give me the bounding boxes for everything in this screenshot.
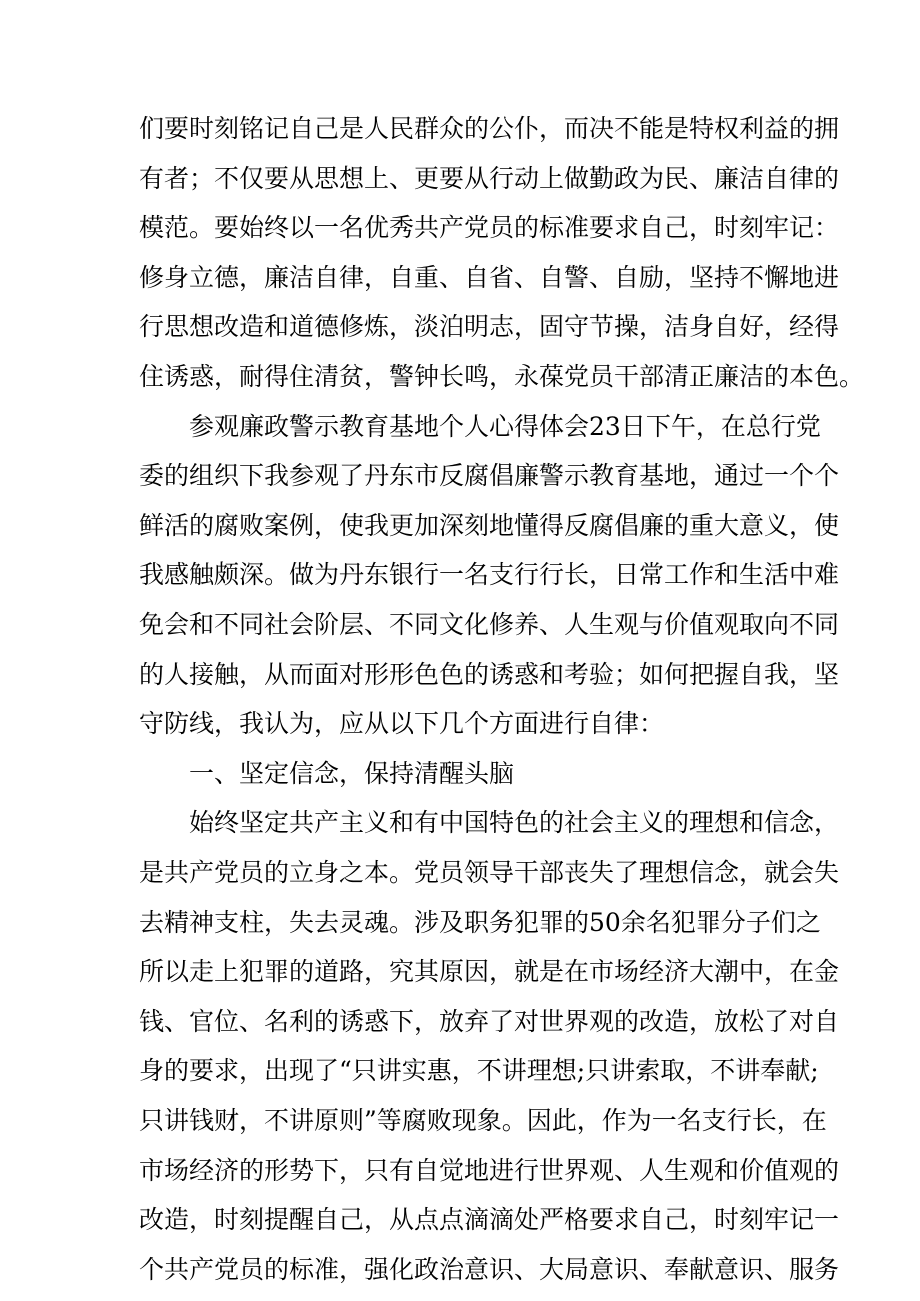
text-line: 们要时刻铭记自己是人民群众的公仆，而决不能是特权利益的拥: [139, 114, 840, 143]
text-line: 我感触颇深。做为丹东银行一名支行行长，日常工作和生活中难: [139, 560, 840, 589]
text-line: 守防线，我认为，应从以下几个方面进行自律：: [139, 709, 665, 738]
text-line: 所以走上犯罪的道路，究其原因，就是在市场经济大潮中，在金: [139, 957, 840, 986]
text-line: 只讲钱财，不讲原则”等腐败现象。因此，作为一名支行长，在: [139, 1106, 827, 1135]
text-line: 始终坚定共产主义和有中国特色的社会主义的理想和信念，: [189, 808, 840, 837]
text-line: 去精神支柱，失去灵魂。涉及职务犯罪的50余名犯罪分子们之: [139, 908, 821, 937]
text-line: 委的组织下我参观了丹东市反腐倡廉警示教育基地，通过一个个: [139, 461, 840, 490]
text-line: 参观廉政警示教育基地个人心得体会23日下午，在总行党: [189, 412, 821, 441]
text-line: 修身立德，廉洁自律，自重、自省、自警、自励，坚持不懈地进: [139, 263, 840, 292]
text-line: 的人接触，从而面对形形色色的诱惑和考验；如何把握自我，坚: [139, 660, 840, 689]
text-line: 改造，时刻提醒自己，从点点滴滴处严格要求自己，时刻牢记一: [139, 1205, 840, 1234]
text-line: 个共产党员的标准，强化政治意识、大局意识、奉献意识、服务: [139, 1255, 840, 1284]
text-line: 身的要求，出现了“只讲实惠，不讲理想;只讲索取，不讲奉献;: [139, 1056, 819, 1085]
text-line: 是共产党员的立身之本。党员领导干部丧失了理想信念，就会失: [139, 858, 840, 887]
text-line: 有者；不仅要从思想上、更要从行动上做勤政为民、廉洁自律的: [139, 164, 840, 193]
text-line: 市场经济的形势下，只有自觉地进行世界观、人生观和价值观的: [139, 1156, 840, 1185]
text-line: 免会和不同社会阶层、不同文化修养、人生观与价值观取向不同: [139, 610, 840, 639]
section-heading: 一、坚定信念，保持清醒头脑: [189, 759, 515, 788]
text-line: 模范。要始终以一名优秀共产党员的标准要求自己，时刻牢记：: [139, 213, 840, 242]
text-line: 行思想改造和道德修炼，淡泊明志，固守节操，洁身自好，经得: [139, 312, 840, 341]
text-line: 住诱惑，耐得住清贫，警钟长鸣，永葆党员干部清正廉洁的本色。: [139, 362, 865, 391]
text-line: 鲜活的腐败案例，使我更加深刻地懂得反腐倡廉的重大意义，使: [139, 511, 840, 540]
text-line: 钱、官位、名利的诱惑下，放弃了对世界观的改造，放松了对自: [139, 1007, 840, 1036]
